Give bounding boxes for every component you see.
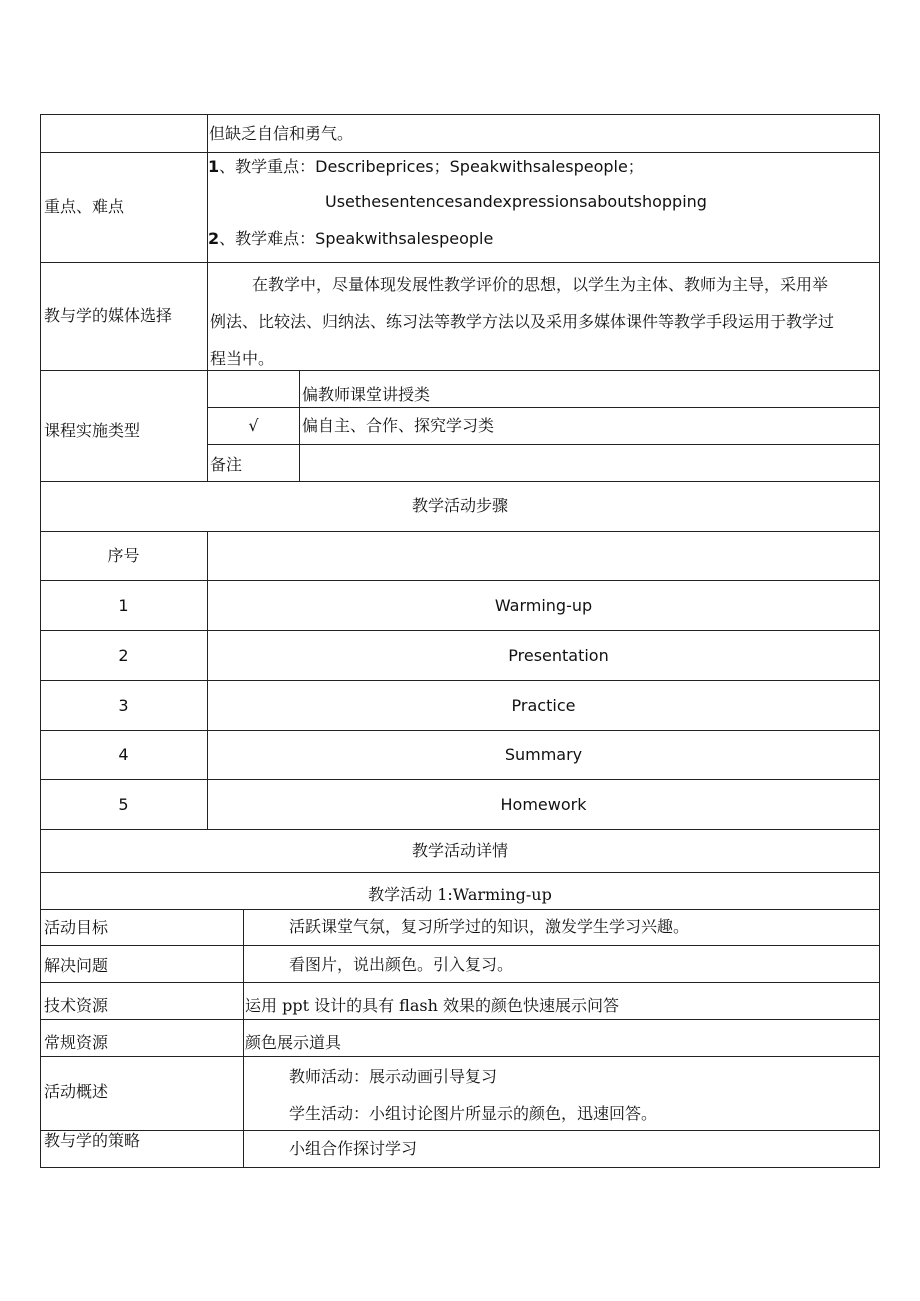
row-divider xyxy=(40,531,880,532)
column-divider xyxy=(299,370,300,481)
row-divider xyxy=(40,481,880,482)
difficult-points-sublabel: 、教学难点： xyxy=(219,229,316,248)
key-points-number: 1 xyxy=(208,157,220,176)
row-divider xyxy=(40,630,880,631)
step-name: Practice xyxy=(511,696,576,715)
remark-label: 备注 xyxy=(210,455,243,474)
row-divider xyxy=(40,370,880,371)
difficult-points-line xyxy=(208,229,493,249)
row-divider xyxy=(40,829,880,830)
details-title: 教学活动详情 xyxy=(411,841,508,860)
step-number: 4 xyxy=(118,745,129,764)
key-points-line2: Usethesentencesandexpressionsaboutshopping xyxy=(325,192,707,211)
row-divider xyxy=(40,909,880,910)
key-points-label: 重点、难点 xyxy=(44,197,125,216)
row-divider xyxy=(40,1130,880,1131)
row-divider xyxy=(207,407,880,408)
option1-text: 偏教师课堂讲授类 xyxy=(302,385,431,404)
continuation-text: 但缺乏自信和勇气。 xyxy=(209,124,354,143)
step-number: 2 xyxy=(118,646,129,665)
row-divider xyxy=(40,982,880,983)
row-divider xyxy=(40,580,880,581)
goal-text: 活跃课堂气氛，复习所学过的知识，激发学生学习兴趣。 xyxy=(289,917,690,936)
course-type-label: 课程实施类型 xyxy=(44,421,141,440)
row-divider xyxy=(40,680,880,681)
regular-text: 颜色展示道具 xyxy=(245,1033,342,1052)
key-points-line1 xyxy=(208,157,644,177)
option2-checkmark: √ xyxy=(248,416,259,435)
row-divider xyxy=(40,262,880,263)
problem-text: 看图片，说出颜色。引入复习。 xyxy=(289,955,514,974)
step-name: Warming-up xyxy=(494,596,593,615)
row-divider xyxy=(40,152,880,153)
tech-label: 技术资源 xyxy=(44,996,109,1015)
step-number: 3 xyxy=(118,696,129,715)
difficult-points-number: 2 xyxy=(208,229,220,248)
regular-label: 常规资源 xyxy=(44,1033,109,1052)
media-line-3: 程当中。 xyxy=(210,349,275,368)
key-points-text: Describeprices；Speakwithsalespeople； xyxy=(315,157,644,176)
column-divider xyxy=(243,909,244,1168)
goal-label: 活动目标 xyxy=(44,918,109,937)
strategy-text: 小组合作探讨学习 xyxy=(289,1139,418,1158)
media-line-2: 例法、比较法、归纳法、练习法等教学方法以及采用多媒体课件等教学手段运用于教学过 xyxy=(210,312,835,331)
step-name: Homework xyxy=(500,795,587,814)
column-divider xyxy=(207,531,208,829)
row-divider xyxy=(40,779,880,780)
step-name: Summary xyxy=(504,745,583,764)
step-number: 1 xyxy=(118,596,129,615)
steps-title: 教学活动步骤 xyxy=(411,496,508,515)
overview-label: 活动概述 xyxy=(44,1082,109,1101)
activity-title: 教学活动 1:Warming-up xyxy=(368,885,552,904)
steps-header-label: 序号 xyxy=(107,546,140,565)
step-name: Presentation xyxy=(508,646,609,665)
row-divider xyxy=(207,444,880,445)
overview-line-1: 教师活动：展示动画引导复习 xyxy=(289,1067,498,1086)
problem-label: 解决问题 xyxy=(44,956,109,975)
key-points-sublabel: 、教学重点： xyxy=(219,157,316,176)
row-divider xyxy=(40,945,880,946)
overview-line-2: 学生活动：小组讨论图片所显示的颜色，迅速回答。 xyxy=(289,1104,658,1123)
media-label: 教与学的媒体选择 xyxy=(44,306,173,325)
row-divider xyxy=(40,1019,880,1020)
strategy-label: 教与学的策略 xyxy=(44,1131,141,1150)
option2-text: 偏自主、合作、探究学习类 xyxy=(302,416,495,435)
step-number: 5 xyxy=(118,795,129,814)
row-divider xyxy=(40,730,880,731)
row-divider xyxy=(40,872,880,873)
row-divider xyxy=(40,1056,880,1057)
media-line-1: 在教学中，尽量体现发展性教学评价的思想，以学生为主体、教师为主导，采用举 xyxy=(252,275,829,294)
tech-text: 运用 ppt 设计的具有 flash 效果的颜色快速展示问答 xyxy=(245,996,619,1015)
difficult-points-text: Speakwithsalespeople xyxy=(315,229,494,248)
